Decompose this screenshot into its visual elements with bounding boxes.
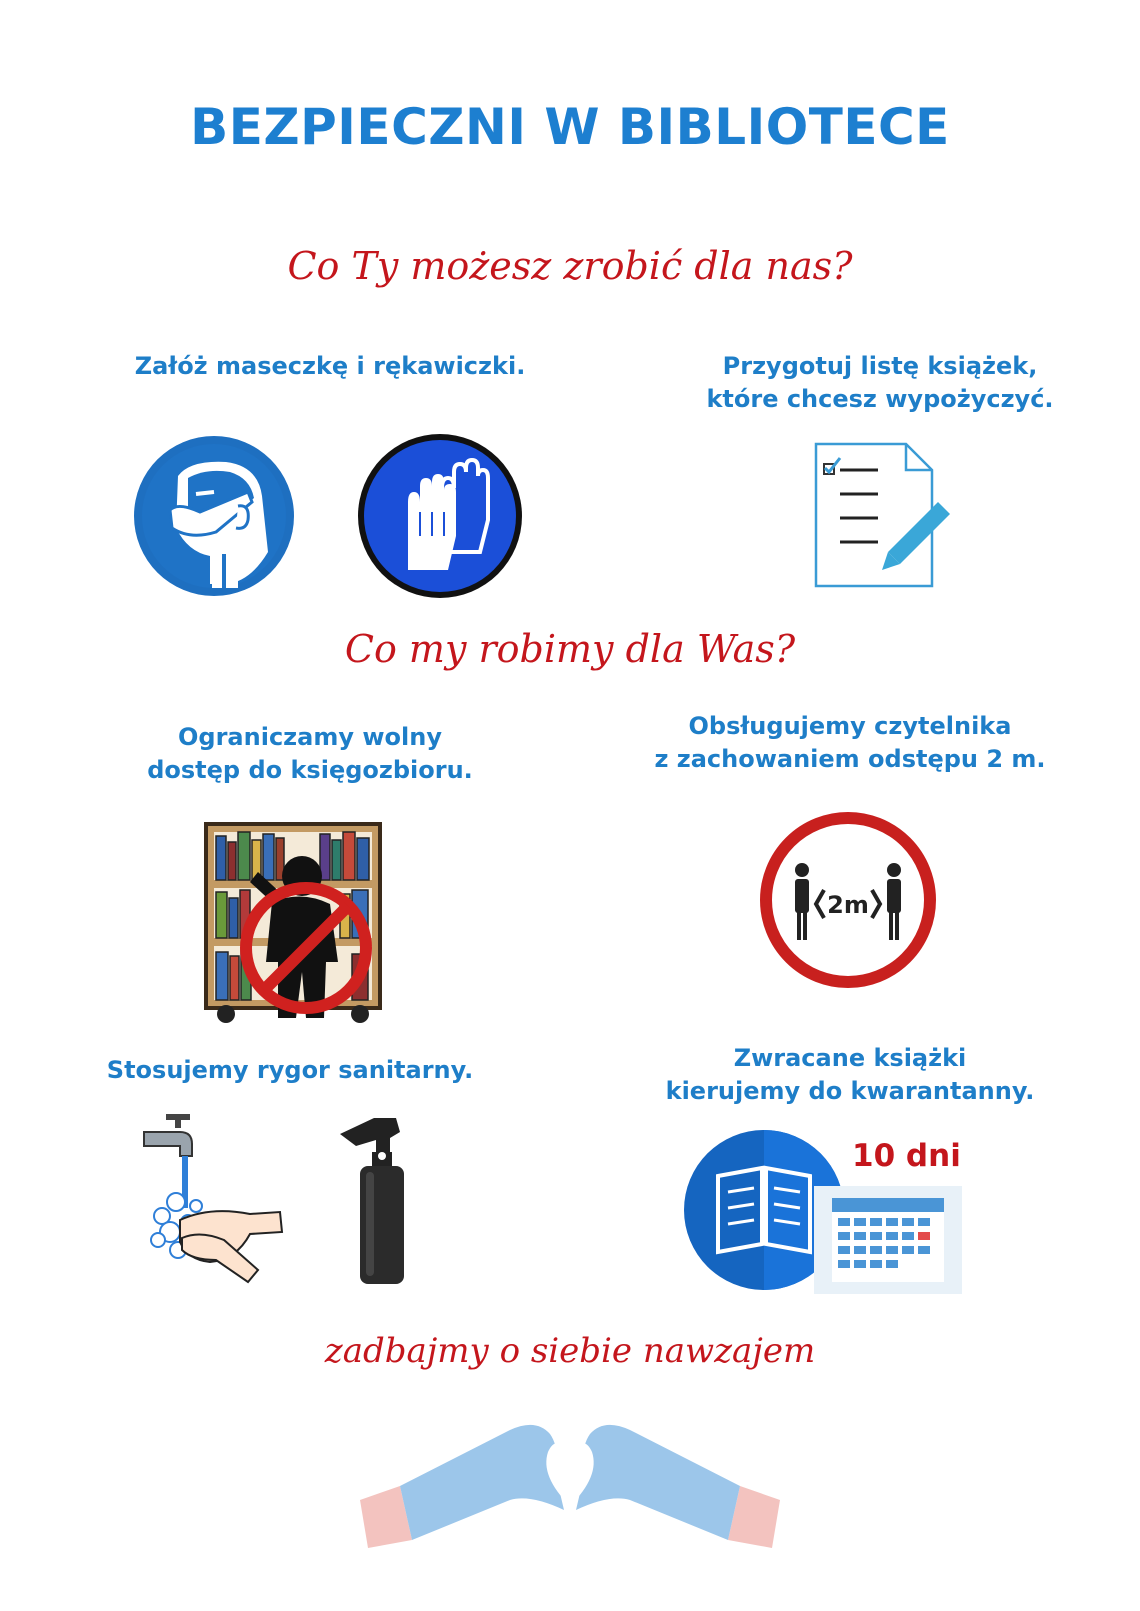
heart-hands-icon [360,1390,780,1550]
spray-bottle-icon [336,1112,416,1288]
poster-title: BEZPIECZNI W BIBLIOTECE [190,98,950,156]
section2-heading: Co my robimy dla Was? [344,627,796,671]
distance-sign-icon [760,812,936,988]
distance-line1: Obsługujemy czytelnika [688,712,1012,740]
limited-access-caption [90,721,530,787]
closing-text: zadbajmy o siebie nawzajem [324,1331,816,1371]
quarantine-line2: kierujemy do kwarantanny. [665,1077,1035,1105]
quarantine-line1: Zwracane książki [733,1044,967,1072]
distance-line2: z zachowaniem odstępu 2 m. [654,745,1046,773]
distance-caption [600,710,1100,776]
section1-heading: Co Ty możesz zrobić dla nas? [287,244,853,288]
mask-gloves-caption: Załóż maseczkę i rękawiczki. [134,352,526,380]
restricted-bookshelf-icon [200,812,386,1026]
limited-access-line2: dostęp do księgozbioru. [147,756,473,784]
sanitary-caption: Stosujemy rygor sanitarny. [106,1056,474,1084]
gloves-icon [356,432,524,600]
book-list-line1: Przygotuj listę książek, [722,352,1038,380]
quarantine-caption [600,1042,1100,1108]
limited-access-line1: Ograniczamy wolny [178,723,442,751]
distance-label: 2m [827,891,869,919]
book-list-caption [660,350,1100,416]
checklist-icon [810,440,960,590]
quarantine-days-label: 10 dni [852,1138,961,1174]
book-list-line2: które chcesz wypożyczyć. [706,385,1054,413]
face-mask-icon [130,432,298,600]
hand-washing-icon [140,1110,290,1290]
